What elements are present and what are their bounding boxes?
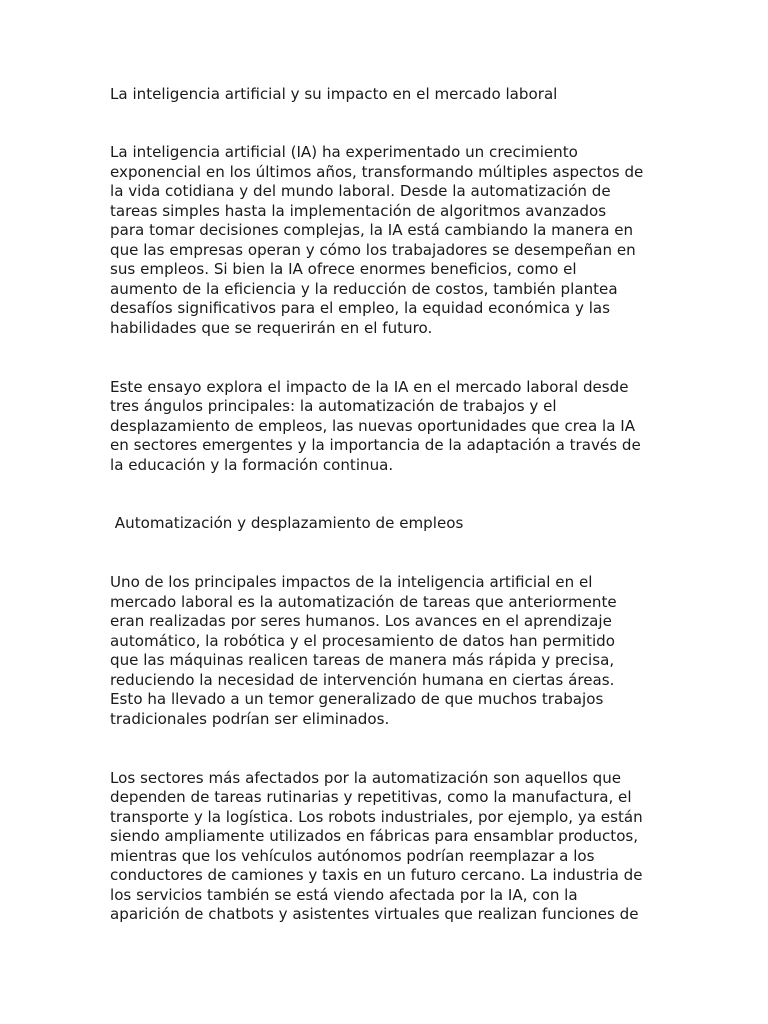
paragraph-line: siendo ampliamente utilizados en fábricas para ensamblar productos, xyxy=(110,827,639,845)
paragraph-line: reduciendo la necesidad de intervención humana en ciertas áreas. xyxy=(110,671,615,689)
paragraph-line: La inteligencia artificial (IA) ha experimentado un crecimiento xyxy=(110,143,578,161)
paragraph-line: que las empresas operan y cómo los trabajadores se desempeñan en xyxy=(110,241,636,259)
paragraph-line: habilidades que se requerirán en el futuro. xyxy=(110,319,433,337)
paragraph-line: mientras que los vehículos autónomos podrían reemplazar a los xyxy=(110,847,595,865)
paragraph-line: desplazamiento de empleos, las nuevas oportunidades que crea la IA xyxy=(110,417,636,435)
document-title: La inteligencia artificial y su impacto en el mercado laboral xyxy=(110,85,558,103)
paragraph-line: para tomar decisiones complejas, la IA está cambiando la manera en xyxy=(110,221,634,239)
paragraph-line: dependen de tareas rutinarias y repetitivas, como la manufactura, el xyxy=(110,788,632,806)
paragraph-line: conductores de camiones y taxis en un futuro cercano. La industria de xyxy=(110,866,643,884)
paragraph-line: aumento de la eficiencia y la reducción de costos, también plantea xyxy=(110,280,618,298)
paragraph-line: tres ángulos principales: la automatización de trabajos y el xyxy=(110,397,557,415)
paragraph-line: exponencial en los últimos años, transformando múltiples aspectos de xyxy=(110,163,644,181)
paragraph-line: sus empleos. Si bien la IA ofrece enormes beneficios, como el xyxy=(110,260,577,278)
paragraph-line: tradicionales podrían ser eliminados. xyxy=(110,710,390,728)
paragraph-line: tareas simples hasta la implementación de algoritmos avanzados xyxy=(110,202,607,220)
paragraph-line: que las máquinas realicen tareas de manera más rápida y precisa, xyxy=(110,651,615,669)
paragraph-line: los servicios también se está viendo afectada por la IA, con la xyxy=(110,886,578,904)
paragraph-line: aparición de chatbots y asistentes virtuales que realizan funciones de xyxy=(110,905,639,923)
paragraph-line: Esto ha llevado a un temor generalizado de que muchos trabajos xyxy=(110,690,604,708)
paragraph-line: la educación y la formación continua. xyxy=(110,456,394,474)
paragraph-line: eran realizadas por seres humanos. Los avances en el aprendizaje xyxy=(110,612,612,630)
paragraph-line: la vida cotidiana y del mundo laboral. Desde la automatización de xyxy=(110,182,611,200)
paragraph-line: Este ensayo explora el impacto de la IA en el mercado laboral desde xyxy=(110,378,629,396)
paragraph-line: Uno de los principales impactos de la inteligencia artificial en el xyxy=(110,573,593,591)
section-heading: Automatización y desplazamiento de empleos xyxy=(110,514,464,532)
paragraph-line: transporte y la logística. Los robots industriales, por ejemplo, ya están xyxy=(110,808,643,826)
paragraph-line: automático, la robótica y el procesamiento de datos han permitido xyxy=(110,632,615,650)
paragraph-line: mercado laboral es la automatización de tareas que anteriormente xyxy=(110,593,617,611)
paragraph-line: desafíos significativos para el empleo, la equidad económica y las xyxy=(110,299,610,317)
paragraph-line: Los sectores más afectados por la automatización son aquellos que xyxy=(110,769,622,787)
paragraph-line: en sectores emergentes y la importancia de la adaptación a través de xyxy=(110,436,641,454)
